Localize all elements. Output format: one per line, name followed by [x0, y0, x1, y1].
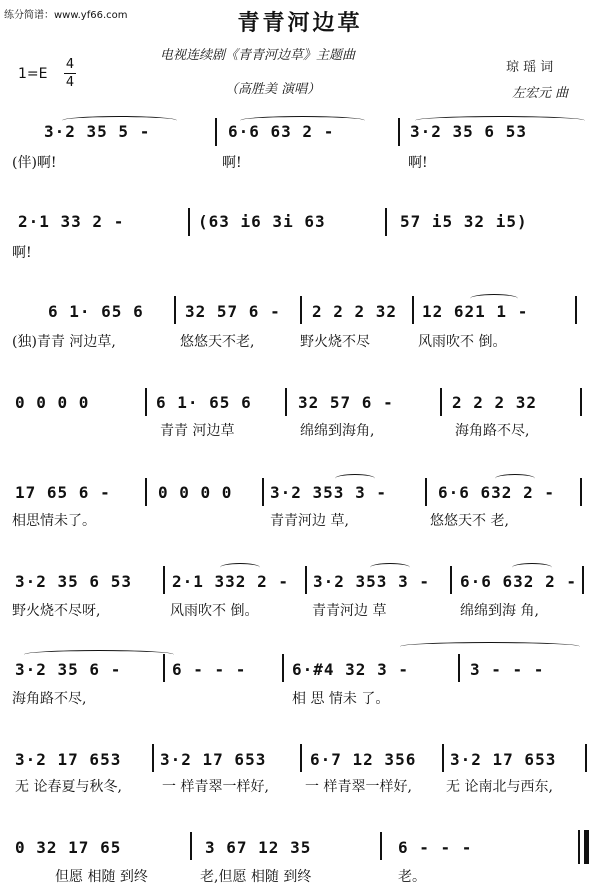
- row8-m2: 3·2 17 653: [160, 750, 267, 769]
- row4-l2: 青青 河边草: [160, 423, 235, 439]
- row3-l1: (独)青青 河边草,: [12, 334, 116, 350]
- row6-l1: 野火烧不尽呀,: [12, 603, 101, 619]
- row9-m3: 6 - - -: [398, 838, 473, 857]
- row3-l3: 野火烧不尽: [300, 334, 370, 350]
- row7-m4: 3 - - -: [470, 660, 545, 679]
- row4-l3: 绵绵到海角,: [300, 423, 375, 439]
- row6-m4: 6·6 632 2 -: [460, 572, 577, 591]
- row7-m2: 6 - - -: [172, 660, 247, 679]
- subtitle: 电视连续剧《青青河边草》主题曲: [160, 48, 356, 63]
- barline: [582, 566, 584, 594]
- row4-l4: 海角路不尽,: [455, 423, 530, 439]
- singer: （高胜美 演唱）: [225, 82, 321, 97]
- row5-m2: 0 0 0 0: [158, 483, 233, 502]
- row2-m2: (63 i6 3i 63: [198, 212, 326, 231]
- key-signature: 1=E: [18, 66, 48, 82]
- slur: [470, 294, 518, 303]
- barline: [305, 566, 307, 594]
- row3-m1: 6 1· 65 6: [48, 302, 144, 321]
- barline: [585, 744, 587, 772]
- slur: [335, 474, 375, 483]
- barline: [152, 744, 154, 772]
- site-label: 练分简谱：www.yf66.com: [4, 10, 128, 21]
- row8-l4: 无 论南北与西东,: [446, 779, 553, 795]
- slur: [400, 642, 580, 651]
- time-top: 4: [65, 57, 75, 72]
- barline: [398, 118, 400, 146]
- row7-l3: 相 思 情未 了。: [292, 691, 390, 707]
- row1-l2: 啊!: [222, 155, 242, 171]
- row9-m2: 3 67 12 35: [205, 838, 312, 857]
- row1-m3: 3·2 35 6 53: [410, 122, 527, 141]
- barline: [174, 296, 176, 324]
- barline: [215, 118, 217, 146]
- row2-m1: 2·1 33 2 -: [18, 212, 125, 231]
- row7-m1: 3·2 35 6 -: [15, 660, 122, 679]
- barline: [580, 388, 582, 416]
- row8-m1: 3·2 17 653: [15, 750, 122, 769]
- barline: [440, 388, 442, 416]
- barline: [425, 478, 427, 506]
- row3-l4: 风雨吹不 倒。: [418, 334, 507, 350]
- row8-m4: 3·2 17 653: [450, 750, 557, 769]
- row1-m2: 6·6 63 2 -: [228, 122, 335, 141]
- row4-m3: 32 57 6 -: [298, 393, 394, 412]
- barline: [458, 654, 460, 682]
- slur: [370, 563, 410, 572]
- lyricist: 琼 瑶 词: [506, 60, 554, 75]
- barline: [285, 388, 287, 416]
- row5-l1: 相思情未了。: [12, 513, 96, 529]
- row9-l1: 但愿 相随 到终: [55, 869, 148, 885]
- row6-l2: 风雨吹不 倒。: [170, 603, 259, 619]
- slur: [415, 116, 585, 125]
- row3-m4: 12 621 1 -: [422, 302, 529, 321]
- barline: [145, 388, 147, 416]
- row9-m1: 0 32 17 65: [15, 838, 122, 857]
- row6-m3: 3·2 353 3 -: [313, 572, 430, 591]
- row7-m3: 6·#4 32 3 -: [292, 660, 409, 679]
- row8-l3: 一 样青翠一样好,: [305, 779, 412, 795]
- row6-m2: 2·1 332 2 -: [172, 572, 289, 591]
- row4-m2: 6 1· 65 6: [156, 393, 252, 412]
- barline: [262, 478, 264, 506]
- slur: [495, 474, 535, 483]
- row5-l4: 悠悠天不 老,: [430, 513, 509, 529]
- row6-l4: 绵绵到海 角,: [460, 603, 539, 619]
- barline: [575, 296, 577, 324]
- row5-m3: 3·2 353 3 -: [270, 483, 387, 502]
- time-signature: [64, 56, 76, 91]
- row6-m1: 3·2 35 6 53: [15, 572, 132, 591]
- barline: [300, 296, 302, 324]
- row2-m3: 57 i5 32 i5): [400, 212, 528, 231]
- row1-m1: 3·2 35 5 -: [44, 122, 151, 141]
- barline: [145, 478, 147, 506]
- barline: [282, 654, 284, 682]
- row9-l3: 老。: [398, 869, 426, 885]
- barline: [300, 744, 302, 772]
- row5-m4: 6·6 632 2 -: [438, 483, 555, 502]
- row1-l3: 啊!: [408, 155, 428, 171]
- barline: [380, 832, 382, 860]
- barline: [385, 208, 387, 236]
- row2-l1: 啊!: [12, 245, 32, 261]
- row3-l2: 悠悠天不老,: [180, 334, 255, 350]
- row9-l2: 老,但愿 相随 到终: [200, 869, 312, 885]
- row8-m3: 6·7 12 356: [310, 750, 417, 769]
- row3-m2: 32 57 6 -: [185, 302, 281, 321]
- time-bottom: 4: [65, 75, 75, 90]
- final-barline-thick: [584, 830, 589, 864]
- slur: [24, 650, 174, 659]
- slur: [62, 116, 177, 125]
- song-title: 青青河边草: [237, 10, 363, 36]
- row8-l2: 一 样青翠一样好,: [162, 779, 269, 795]
- row6-l3: 青青河边 草: [312, 603, 387, 619]
- row5-l3: 青青河边 草,: [270, 513, 349, 529]
- row4-m1: 0 0 0 0: [15, 393, 90, 412]
- row3-m3: 2 2 2 32: [312, 302, 398, 321]
- barline: [450, 566, 452, 594]
- composer: 左宏元 曲: [512, 86, 569, 101]
- row1-l1: (伴)啊!: [12, 155, 57, 171]
- barline: [412, 296, 414, 324]
- row4-m4: 2 2 2 32: [452, 393, 538, 412]
- barline: [188, 208, 190, 236]
- row7-l1: 海角路不尽,: [12, 691, 87, 707]
- barline: [442, 744, 444, 772]
- barline: [580, 478, 582, 506]
- slur: [240, 116, 365, 125]
- row8-l1: 无 论春夏与秋冬,: [15, 779, 122, 795]
- slur: [512, 563, 552, 572]
- final-barline-thin: [578, 830, 580, 864]
- barline: [163, 566, 165, 594]
- barline: [190, 832, 192, 860]
- row5-m1: 17 65 6 -: [15, 483, 111, 502]
- slur: [220, 563, 260, 572]
